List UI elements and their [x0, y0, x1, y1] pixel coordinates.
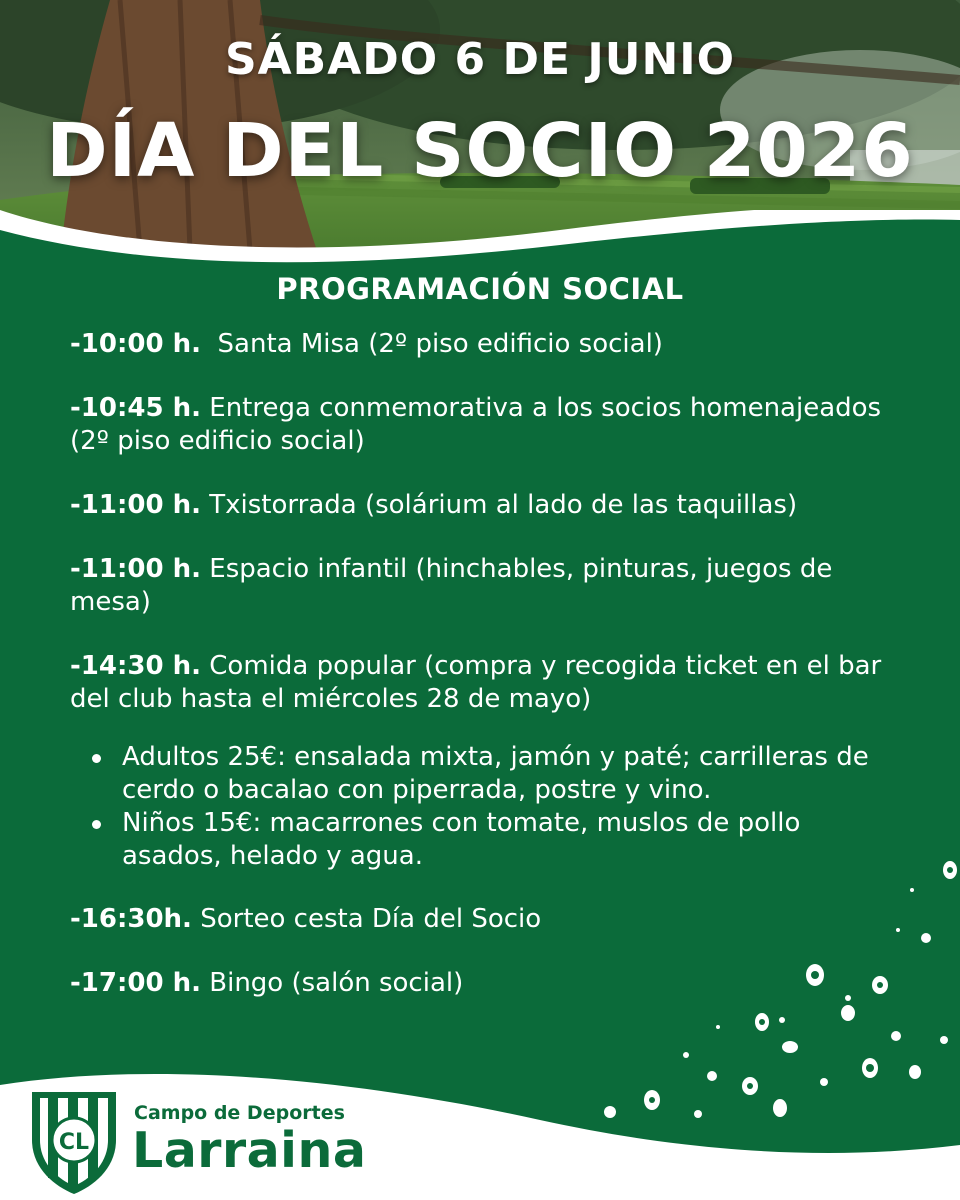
- program-time: -17:00 h.: [70, 968, 201, 998]
- program-text: Espacio infantil (hinchables, pinturas, juegos de mesa): [70, 554, 833, 617]
- program-item: [70, 392, 900, 458]
- menu-list: [70, 741, 900, 873]
- brand-subtitle: Campo de Deportes: [134, 1102, 345, 1124]
- program-text: Comida popular (compra y recogida ticket en el bar del club hasta el miércoles 28 de mayo): [70, 651, 882, 714]
- event-title: DÍA DEL SOCIO 2026: [46, 108, 914, 194]
- program-item: [70, 903, 900, 936]
- section-title: PROGRAMACIÓN SOCIAL: [276, 272, 684, 306]
- program-time: -10:45 h.: [70, 393, 201, 423]
- program-text: Santa Misa (2º piso edificio social): [217, 329, 663, 359]
- program-time: -14:30 h.: [70, 651, 201, 681]
- program-text: Sorteo cesta Día del Socio: [200, 904, 542, 934]
- program-item: [70, 328, 900, 361]
- program-text: Txistorrada (solárium al lado de las taquillas): [209, 490, 798, 520]
- program-item: [70, 553, 900, 619]
- program-time: -11:00 h.: [70, 554, 201, 584]
- program-time: -16:30h.: [70, 904, 192, 934]
- program-item: [70, 967, 900, 1000]
- event-date: SÁBADO 6 DE JUNIO: [224, 34, 736, 85]
- program-list: [70, 328, 900, 1031]
- brand-name: Larraina: [132, 1122, 367, 1179]
- menu-item-adults: Adultos 25€: ensalada mixta, jamón y paté; carrilleras de cerdo o bacalao con piperrada, postre y vino.: [122, 741, 900, 807]
- program-item: [70, 650, 900, 716]
- program-item: [70, 489, 900, 522]
- logo-letters: CL: [58, 1130, 90, 1155]
- club-shield-logo: [28, 1088, 120, 1196]
- program-time: -10:00 h.: [70, 329, 201, 359]
- program-text: Bingo (salón social): [209, 968, 464, 998]
- program-text: Entrega conmemorativa a los socios homenajeados (2º piso edificio social): [70, 393, 882, 456]
- program-time: -11:00 h.: [70, 490, 201, 520]
- menu-item-kids: Niños 15€: macarrones con tomate, muslos de pollo asados, helado y agua.: [122, 807, 900, 873]
